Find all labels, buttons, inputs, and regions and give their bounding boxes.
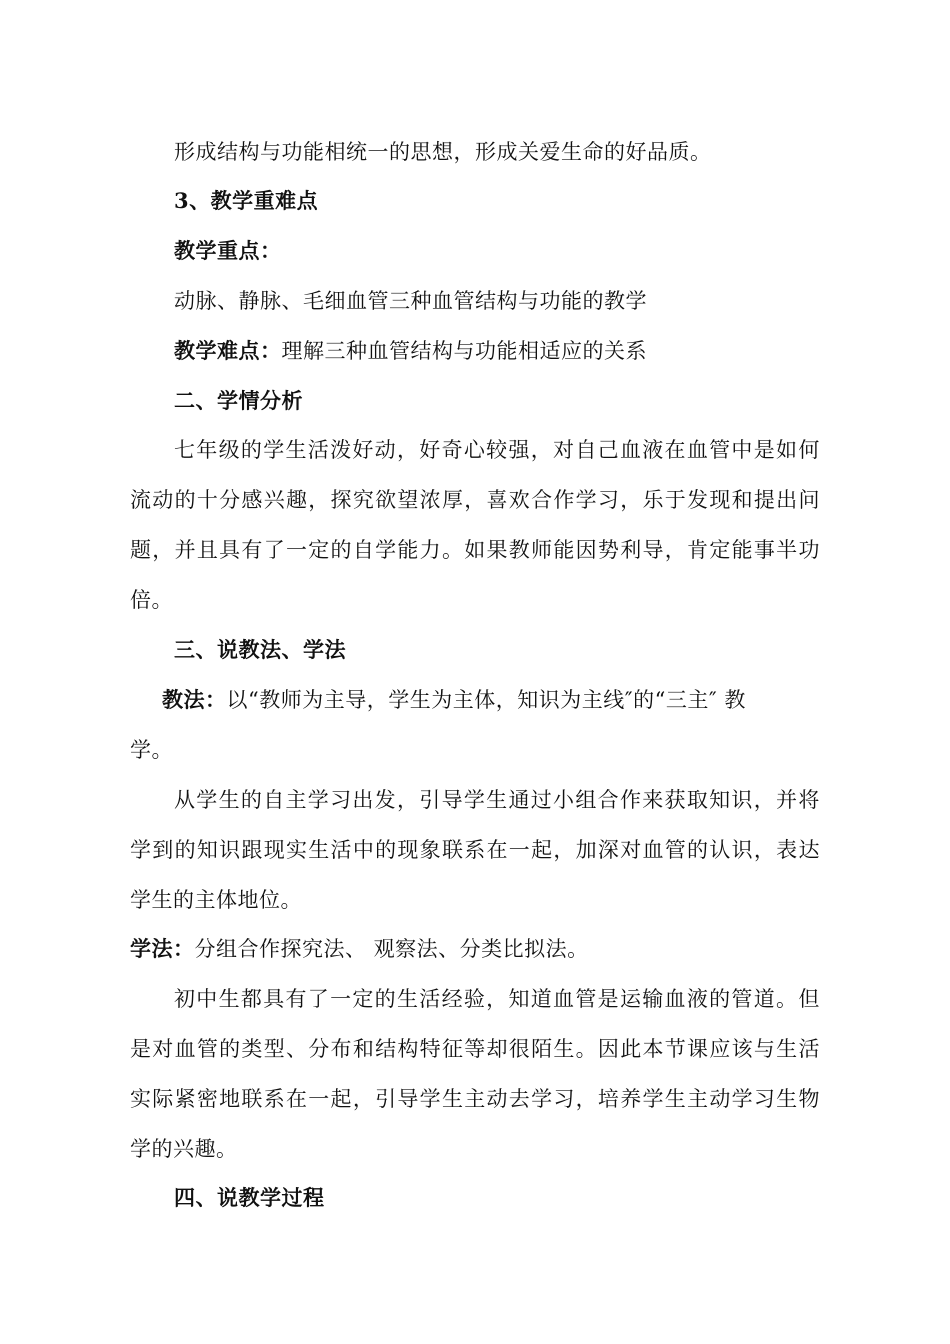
difficult-points-text: 理解三种血管结构与功能相适应的关系 xyxy=(281,339,647,363)
teaching-detail-line: 学 到 的 知 识 跟 现 实 生 活 中 的 现 象 联 系 在 一 起 ， 加 深 对 血 管 的 认 识 ， 表 达 xyxy=(130,838,820,862)
goal-paragraph-tail: 形成结构与功能相统一的思想，形成关爱生命的好品质。 xyxy=(174,140,712,164)
heading-student-analysis: 二、学情分析 xyxy=(174,388,303,413)
student-analysis-line: 倍。 xyxy=(130,588,173,612)
learning-method-line xyxy=(130,934,589,964)
heading-teaching-process: 四、说教学过程 xyxy=(174,1185,325,1210)
heading-teaching-learning-methods: 三、说教法、学法 xyxy=(174,637,346,662)
teaching-method-text: 以“教师为主导，学生为主体，知识为主线″的“三主″ 教 xyxy=(226,688,746,712)
learning-detail-line: 实 际 紧 密 地 联 系 在 一 起 ， 引 导 学 生 主 动 去 学 习 ， 培 养 学 生 主 动 学 习 生 物 xyxy=(130,1087,820,1111)
learning-detail-line: 初 中 生 都 具 有 了 一 定 的 生 活 经 验 ， 知 道 血 管 是 运 输 血 液 的 管 道 。 但 xyxy=(174,987,820,1011)
learning-method-label: 学法： xyxy=(130,936,195,961)
teaching-method-line xyxy=(162,685,746,715)
teaching-detail-line: 学生的主体地位。 xyxy=(130,888,302,912)
student-analysis-line: 题 ， 并 且 具 有 了 一 定 的 自 学 能 力 。 如 果 教 师 能 因 势 利 导 ， 肯 定 能 事 半 功 xyxy=(130,538,820,562)
key-points-label: 教学重点： xyxy=(174,238,282,263)
student-analysis-line: 流 动 的 十 分 感 兴 趣 ， 探 究 欲 望 浓 厚 ， 喜 欢 合 作 学 习 ， 乐 于 发 现 和 提 出 问 xyxy=(130,488,820,512)
key-points-text: 动脉、静脉、毛细血管三种血管结构与功能的教学 xyxy=(174,289,647,313)
learning-method-text: 分组合作探究法、 观察法、分类比拟法。 xyxy=(194,937,589,961)
difficult-points-line xyxy=(174,336,647,366)
learning-detail-line: 是 对 血 管 的 类 型 、 分 布 和 结 构 特 征 等 却 很 陌 生 。 因 此 本 节 课 应 该 与 生 活 xyxy=(130,1037,820,1061)
teaching-method-label: 教法： xyxy=(162,687,227,712)
heading-key-difficult-points: 3、教学重难点 xyxy=(174,188,319,213)
difficult-points-label: 教学难点： xyxy=(174,338,282,363)
student-analysis-line: 七 年 级 的 学 生 活 泼 好 动 ， 好 奇 心 较 强 ， 对 自 己 血 液 在 血 管 中 是 如 何 xyxy=(174,438,820,462)
teaching-detail-line: 从 学 生 的 自 主 学 习 出 发 ， 引 导 学 生 通 过 小 组 合 作 来 获 取 知 识 ， 并 将 xyxy=(174,788,820,812)
teaching-method-line-2: 学。 xyxy=(130,738,173,762)
learning-detail-line: 学的兴趣。 xyxy=(130,1137,238,1161)
